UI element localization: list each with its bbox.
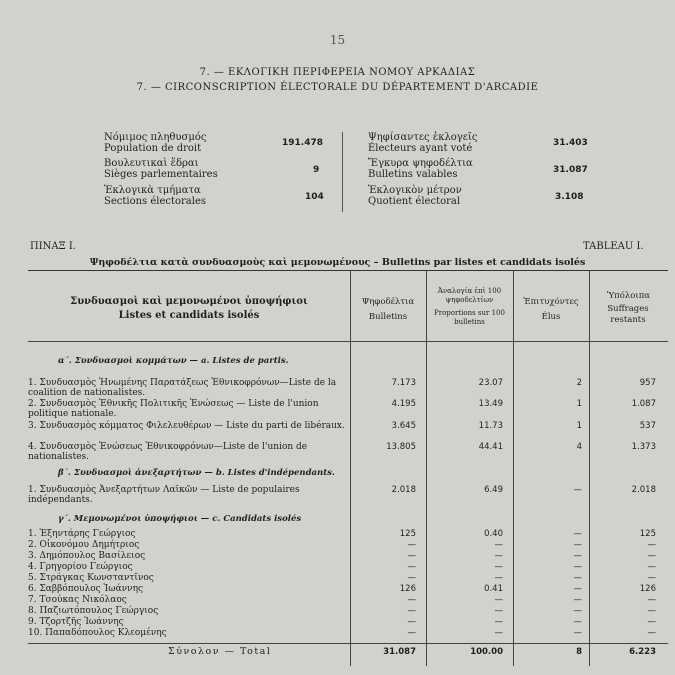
header-col2: Ἀναλογία ἐπὶ 100 ψηφοδελτίων Proportions sur 100 bulletins [434,287,505,326]
summary-sections: Ἐκλογικὰ τμήματα Sections électorales [104,185,207,207]
page-number: 15 [329,33,346,47]
summary-valid: Ἔγκυρα ψηφοδέλτια Bulletins valables [368,158,473,180]
col-separator [589,271,590,666]
summary-valid-value: 31.087 [553,165,588,175]
header-col4: Ὑπόλοιπα Suffrages restants [606,291,651,325]
header-col1: Ψηφοδέλτια Bulletins [361,297,415,322]
col-separator [426,271,427,666]
summary-box [100,130,590,212]
table-label-greek: ΠΙΝΑΞ Ι. [30,241,76,252]
summary-voters: Ψηφίσαντες ἐκλογεῖς Électeurs ayant voté [368,132,478,154]
summary-population: Νόμιμος πληθυσμός Population de droit [104,132,207,154]
table-subtitle: Ψηφοδέλτια κατὰ συνδυασμοὺς καὶ μεμονωμένους – Bulletins par listes et candidats isolés [89,257,586,268]
summary-divider [342,132,343,212]
summary-population-value: 191.478 [282,138,323,148]
col-separator [350,271,351,666]
summary-sections-value: 104 [305,192,324,202]
summary-seats: Βουλευτικαὶ ἕδραι Sièges parlementaires [104,158,218,180]
summary-voters-value: 31.403 [553,138,588,148]
section-heading-isolated: γ΄. Μεμονωμένοι ὑποψήφιοι — c. Candidats isolés [58,514,302,524]
summary-seats-value: 9 [313,165,320,175]
title-french: 7. — CIRCONSCRIPTION ÉLECTORALE DU DÉPARTEMENT D'ARCADIE [136,82,539,93]
header-col0: Συνδυασμοὶ καὶ μεμονωμένοι ὑποψήφιοι Listes et candidats isolés [70,296,308,321]
total-rule [28,643,668,644]
title-greek: 7. — ΕΚΛΟΓΙΚΗ ΠΕΡΙΦΕΡΕΙΑ ΝΟΜΟΥ ΑΡΚΑΔΙΑΣ [199,67,476,78]
summary-quotient: Ἐκλογικὸν μέτρον Quotient électoral [368,185,462,207]
table-label-french: TABLEAU I. [583,241,644,252]
results-table: Συνδυασμοὶ καὶ μεμονωμένοι ὑποψήφιοι Listes et candidats isolés Ψηφοδέλτια Bulletins Ἀναλογία ἐπὶ 100 ψηφοδελτίων Proportions sur 100 bulletins Ἐπιτυχόντες Élus Ὑπόλοιπα Suffrages restants α΄. Συνδυασμοὶ κομμάτων — a. Listes de partis. 1. Συνδυασμὸς Ἡνωμένης Παρατάξεως Ἐθνικοφρόνων—Liste de la coalition de nationalistes. 7.173 23.07 2 957 2. Συνδυασμὸς Ἐθνικῆς Πολιτικῆς Ἑνώσεως — Liste de l'union politique nationale. 4.195 13.49 1 1.087 3. Συνδυασμὸς κόμματος Φιλελευθέρων — Liste du parti de libéraux. 3.645 11.73 1 537 4. Συνδυασμὸς Ἑνώσεως Ἐθνικοφρόνων—Liste de l'union de nationalistes. 13.805 44.41 4 1.373 β΄. Συνδυασμοὶ ἀνεξαρτήτων — b. Listes d'indépendants. 1. Συνδυασμὸς Ἀνεξαρτήτων Λαϊκῶν — Liste de populaires indépendants. 2.018 6.49 — 2.018 γ΄. Μεμονωμένοι ὑποψήφιοι — c. Candidats isolés 1. Ἐξηντάρης Γεώργιος 125 0.40 — 125 2. Οἰκονόμου Δημήτριος — — — — 3. Δημόπουλος Βασίλειος — — — — 4. Γρηγορίου Γεώργιος — — — — 5. Στράγκας Κωνσταντῖνος — — — — 6. Σαββόπουλος Ἰωάννης 126 0.41 — 126 7. Τσούκας Νικόλαος — — — — 8. Παζιωτόπουλος Γεώργιος — — — — 9. Τζορτζῆς Ἰωάννης — — — — 10. Παπαδόπουλος Κλεομένης — — — — Σύνολον — Total 31.087 100.00 8 6.223 [28,270,668,666]
section-heading-parties: α΄. Συνδυασμοὶ κομμάτων — a. Listes de partis. [58,356,289,366]
section-heading-independents: β΄. Συνδυασμοὶ ἀνεξαρτήτων — b. Listes d'indépendants. [58,468,335,478]
header-rule [28,341,668,342]
header-col3: Ἐπιτυχόντες Élus [523,297,579,322]
col-separator [513,271,514,666]
summary-quotient-value: 3.108 [555,192,584,202]
